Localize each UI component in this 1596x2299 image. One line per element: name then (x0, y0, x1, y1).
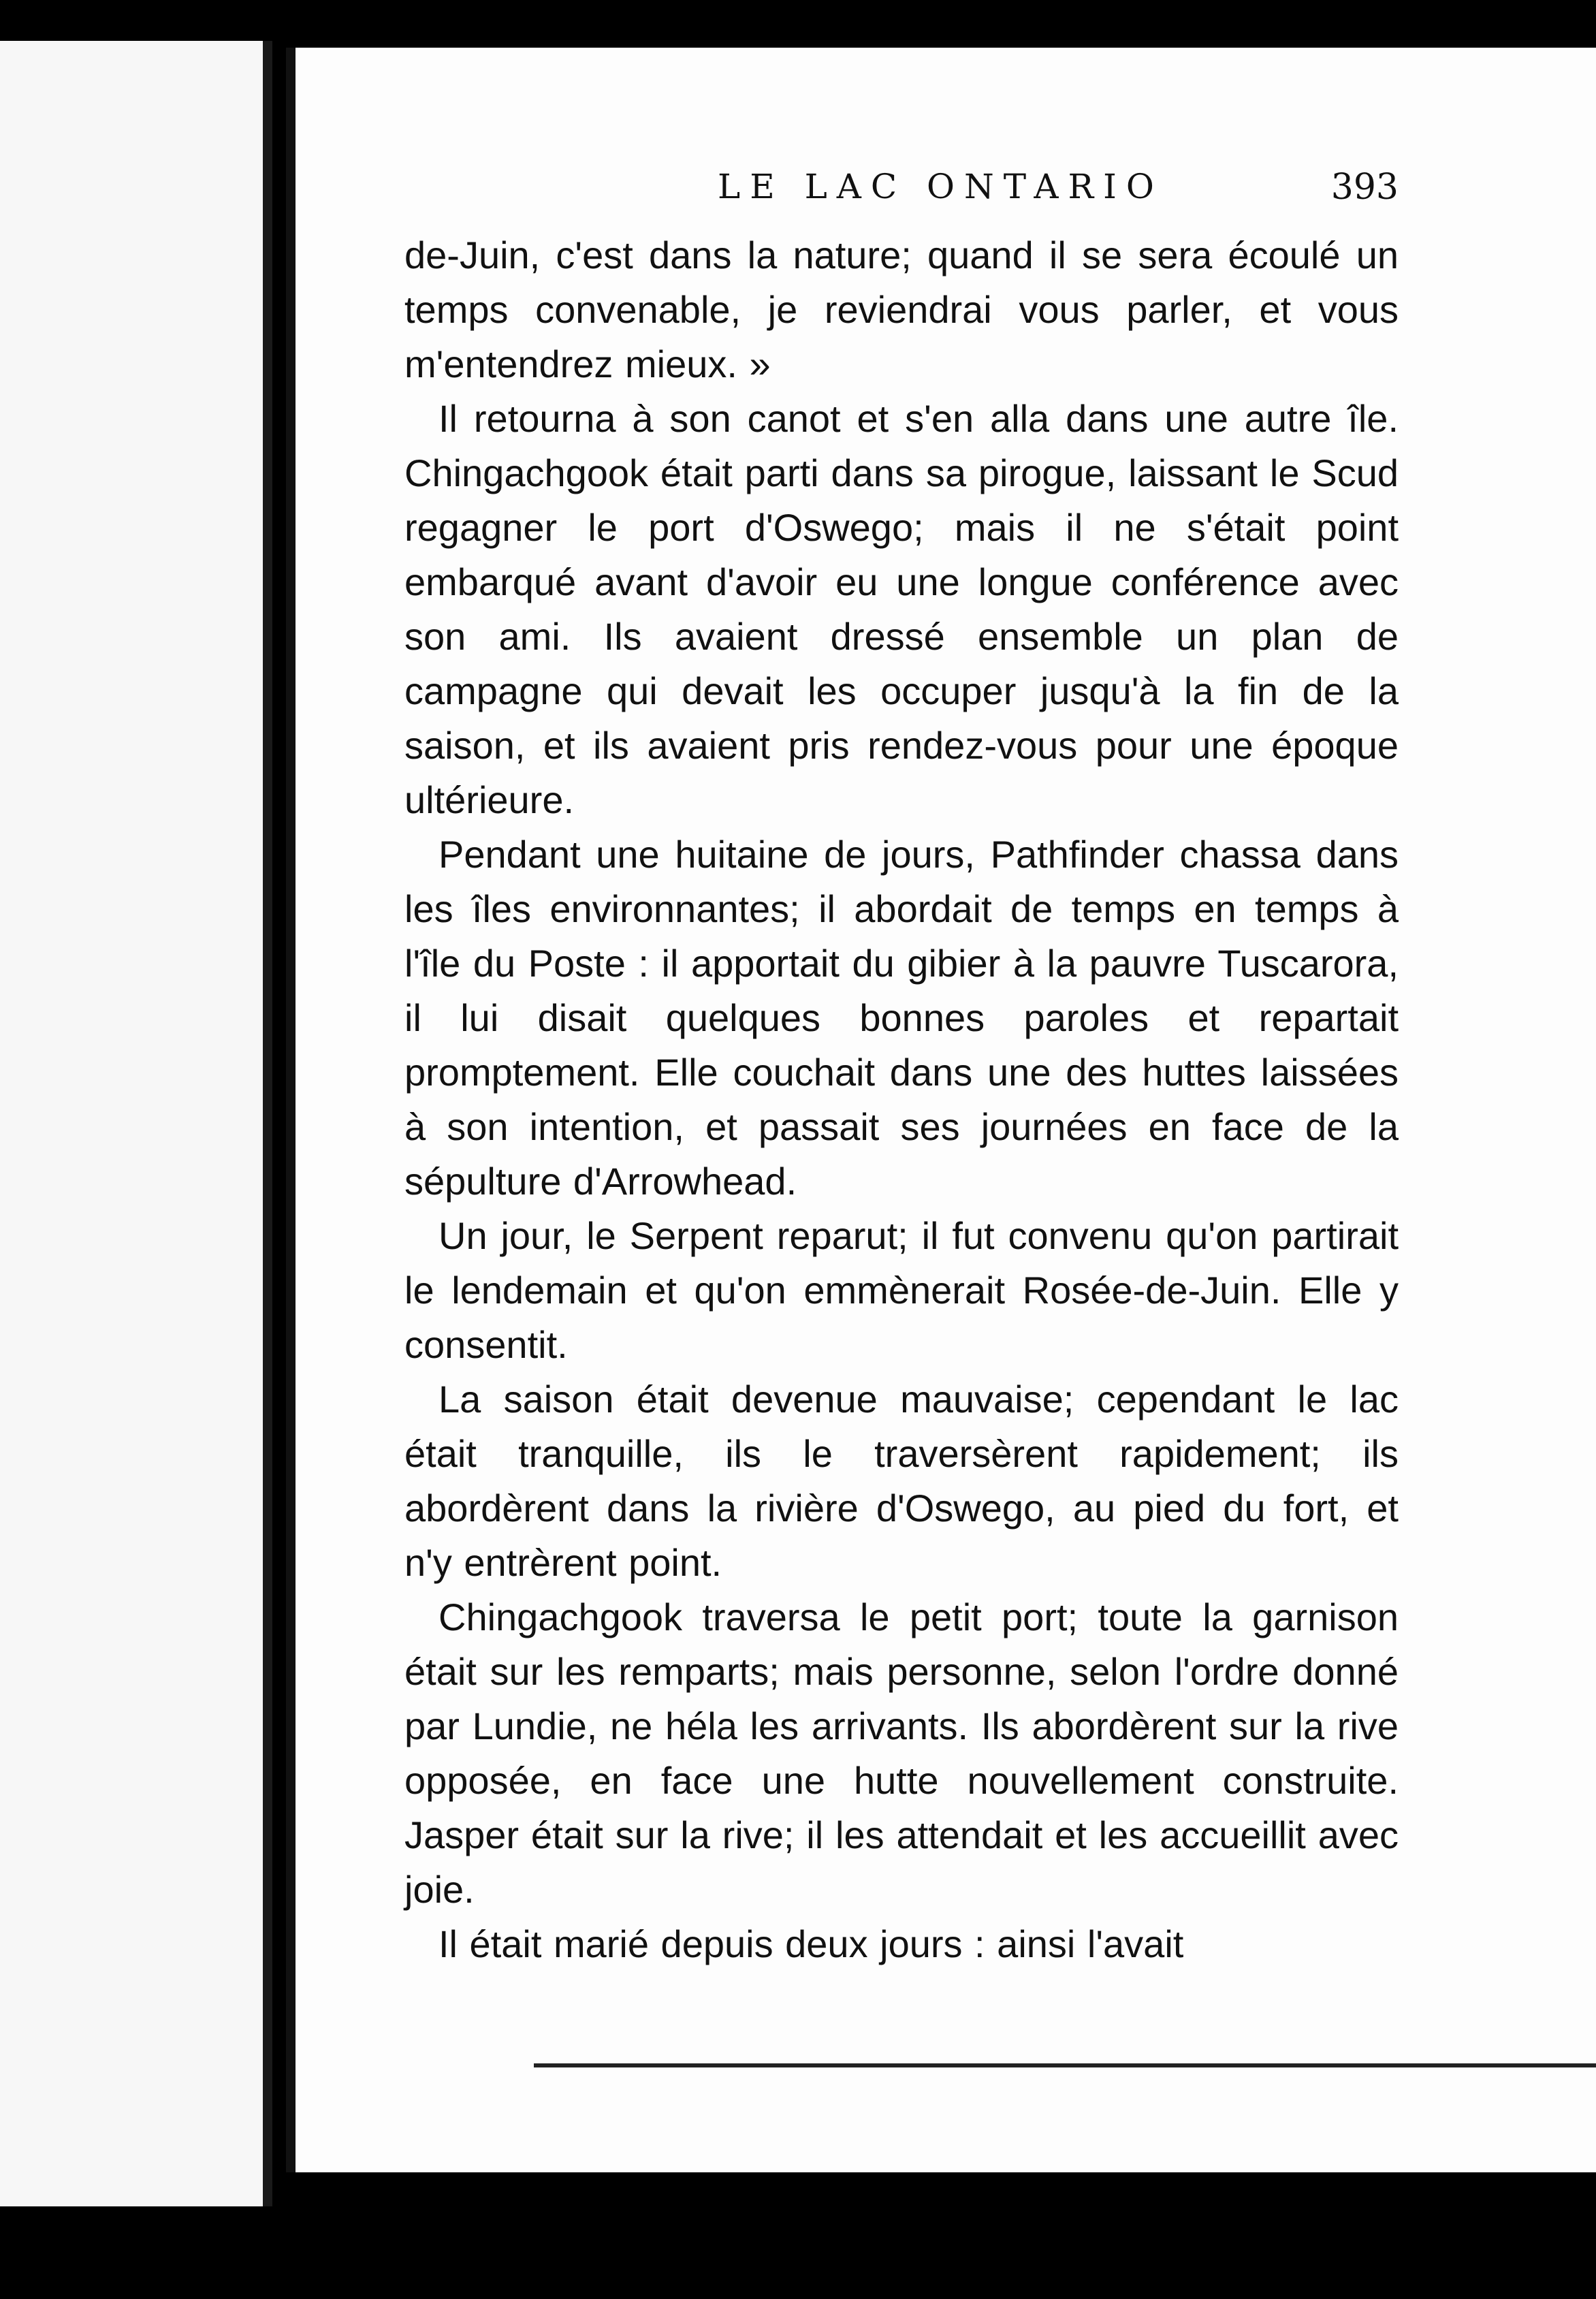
body-text (404, 228, 1399, 1971)
paragraph: Il était marié depuis deux jours : ainsi l'avait (438, 1922, 1184, 1965)
paragraph: Chingachgook traversa le petit port; toute la garnison était sur les remparts; mais personne, selon l'ordre donné par Lundie, ne héla les arrivants. Ils abordèrent sur la rive opposée, en face une hutte nouvellement construite. Jasper était sur la rive; il les attendait et les accueillit avec joie. (404, 1596, 1399, 1911)
page-number: 393 (1330, 167, 1399, 208)
paragraph: Il retourna à son canot et s'en alla dans une autre île. Chingachgook était parti dans sa pirogue, laissant le Scud regagner le port d'Oswego; mais il ne s'était point embarqué avant d'avoir eu une longue conférence avec son ami. Ils avaient dressé ensemble un plan de campagne qui devait les occuper jusqu'à la fin de la saison, et ils avaient pris rendez-vous pour une époque ultérieure. (404, 397, 1399, 821)
paragraph: Un jour, le Serpent reparut; il fut convenu qu'on partirait le lendemain et qu'on emmènerait Rosée-de-Juin. Elle y consentit. (404, 1214, 1399, 1366)
page-header (296, 167, 1399, 215)
paragraph: Pendant une huitaine de jours, Pathfinder chassa dans les îles environnantes; il abordait de temps en temps à l'île du Poste : il apportait du gibier à la pauvre Tuscarora, il lui disait quelques bonnes paroles et repartait promptement. Elle couchait dans une des huttes laissées à son intention, et passait ses journées en face de la sépulture d'Arrowhead. (404, 833, 1399, 1203)
running-head: LE LAC ONTARIO (718, 167, 1164, 206)
book-page (286, 48, 1596, 2172)
paragraph: de-Juin, c'est dans la nature; quand il se sera écoulé un temps convenable, je reviendrai vous parler, et vous m'entendrez mieux. » (404, 234, 1399, 385)
previous-page-edge (0, 41, 272, 2206)
paragraph: La saison était devenue mauvaise; cependant le lac était tranquille, ils le traversèrent rapidement; ils abordèrent dans la rivière d'Oswego, au pied du fort, et n'y entrèrent point. (404, 1378, 1399, 1584)
page-bottom-rule (534, 2063, 1596, 2067)
